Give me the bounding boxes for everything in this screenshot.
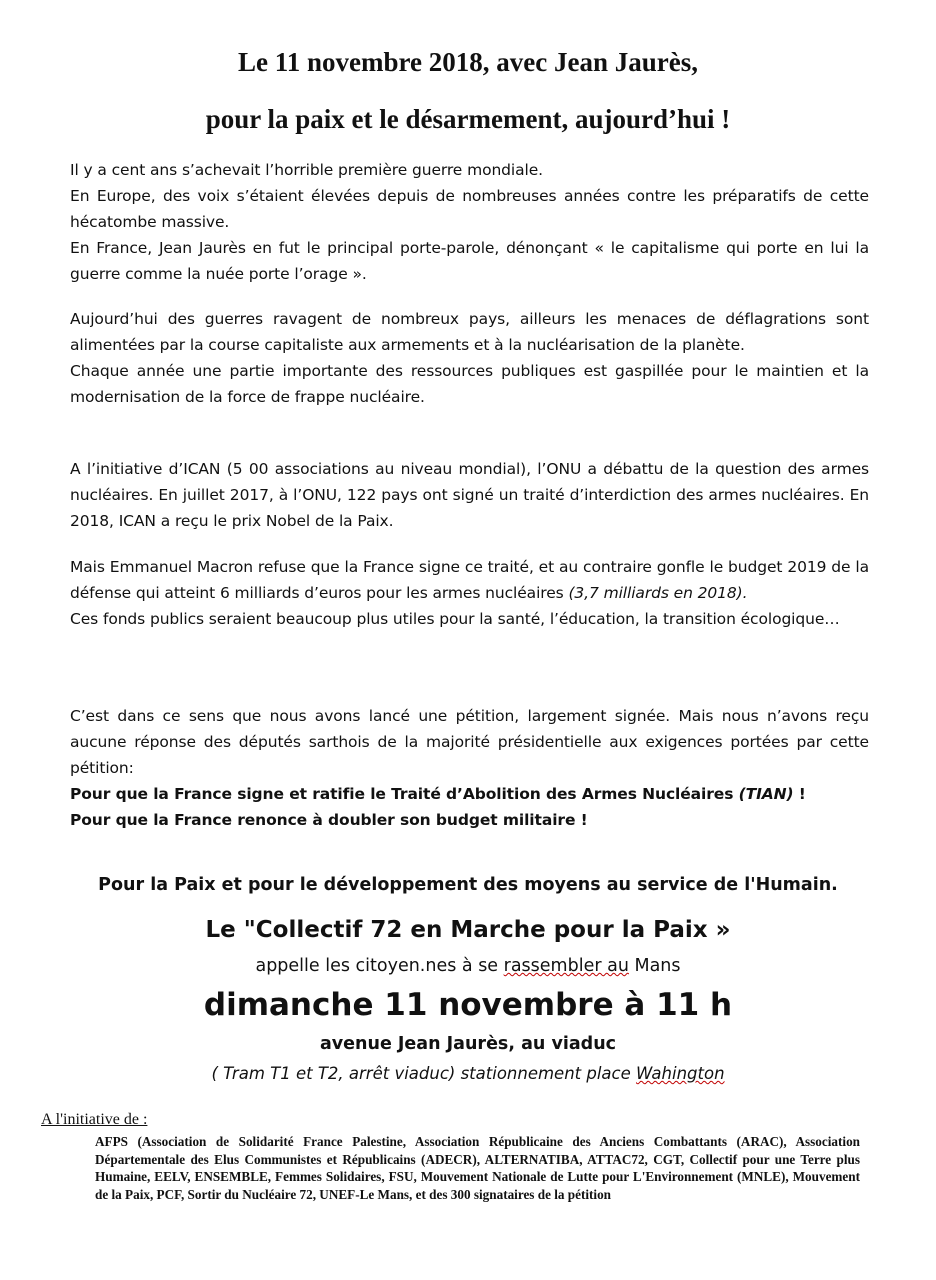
public-funds-text: Ces fonds publics seraient beaucoup plus utiles pour la santé, l’éducation, la transition écologique… xyxy=(70,610,840,628)
tram-info xyxy=(0,1062,936,1086)
history-sentence-1: Il y a cent ans s’achevait l’horrible première guerre mondiale. xyxy=(70,161,543,179)
paragraph-history xyxy=(70,157,869,287)
budget-text xyxy=(70,554,869,606)
ican-text: A l’initiative d’ICAN (5 00 associations au niveau mondial), l’ONU a débattu de la question des armes nucléaires. En juillet 2017, à l’ONU, 122 pays ont signé un traité d’interdiction des armes nucléaires. En 2018, ICAN a reçu le prix Nobel de la Paix. xyxy=(70,460,869,530)
title-line-1: Le 11 novembre 2018, avec Jean Jaurès, xyxy=(238,47,698,77)
initiative-label: A l'initiative de : xyxy=(41,1111,148,1128)
today-sentence-2: Chaque année une partie importante des ressources publiques est gaspillée pour le maintien et la modernisation de la force de frappe nucléaire. xyxy=(70,362,869,406)
slogan: Pour la Paix et pour le développement des moyens au service de l'Humain. xyxy=(98,875,838,895)
petition-text: C’est dans ce sens que nous avons lancé une pétition, largement signée. Mais nous n’avons reçu aucune réponse des députés sarthois de la majorité présidentielle aux exigences portées par cette pétition: xyxy=(70,707,869,777)
demand-ratify-acronym: (TIAN) xyxy=(738,785,794,803)
budget-2018-note: (3,7 milliards en 2018). xyxy=(568,584,748,602)
history-sentence-3: En France, Jean Jaurès en fut le principal porte-parole, dénonçant « le capitalisme qui porte en lui la guerre comme la nuée porte l’orage ». xyxy=(70,239,869,283)
paragraph-ican xyxy=(70,456,869,534)
history-sentence-2: En Europe, des voix s’étaient élevées depuis de nombreuses années contre les préparatifs de cette hécatombe massive. xyxy=(70,187,869,231)
budget-main: Mais Emmanuel Macron refuse que la France signe ce traité, et au contraire gonfle le budget 2019 de la défense qui atteint 6 milliards d’euros pour les armes nucléaires xyxy=(70,558,869,602)
tram-info-text: ( Tram T1 et T2, arrêt viaduc) stationnement place xyxy=(211,1064,637,1083)
paragraph-petition xyxy=(70,703,869,833)
demand-ratify-end: ! xyxy=(793,785,806,803)
call-text-c: Mans xyxy=(628,956,681,976)
demand-budget: Pour que la France renonce à doubler son budget militaire ! xyxy=(70,811,588,829)
initiative-organisations: AFPS (Association de Solidarité France Palestine, Association Républicaine des Anciens Combattants (ARAC), Association Départementale des Elus Communistes et Républicains (ADECR), ALTERNATIBA, ATTAC72, CGT, Collectif pour une Terre plus Humaine, EELV, ENSEMBLE, Femmes Solidaires, FSU, Mouvement Nationale de Lutte pour L'Environnement (MNLE), Mouvement de la Paix, PCF, Sortir du Nucléaire 72, UNEF-Le Mans, et des 300 signataires de la pétition xyxy=(95,1134,860,1202)
demand-ratify xyxy=(70,781,869,807)
demand-ratify-main: Pour que la France signe et ratifie le Traité d’Abolition des Armes Nucléaires xyxy=(70,785,739,803)
title-line-2: pour la paix et le désarmement, aujourd’hui ! xyxy=(205,104,731,134)
collectif-name: Le "Collectif 72 en Marche pour la Paix » xyxy=(205,917,731,943)
paragraph-budget xyxy=(70,554,869,632)
call-text-a: appelle les citoyen.nes à se xyxy=(255,956,504,976)
call-text-spellcheck: rassembler au xyxy=(503,956,629,976)
call-to-gather xyxy=(0,953,936,979)
today-sentence-1: Aujourd’hui des guerres ravagent de nombreux pays, ailleurs les menaces de déflagrations sont alimentées par la course capitaliste aux armements et à la nucléarisation de la planète. xyxy=(70,310,869,354)
event-date: dimanche 11 novembre à 11 h xyxy=(203,987,733,1023)
event-location: avenue Jean Jaurès, au viaduc xyxy=(319,1034,617,1054)
paragraph-today xyxy=(70,306,869,410)
tram-info-place: Wahington xyxy=(636,1064,725,1083)
